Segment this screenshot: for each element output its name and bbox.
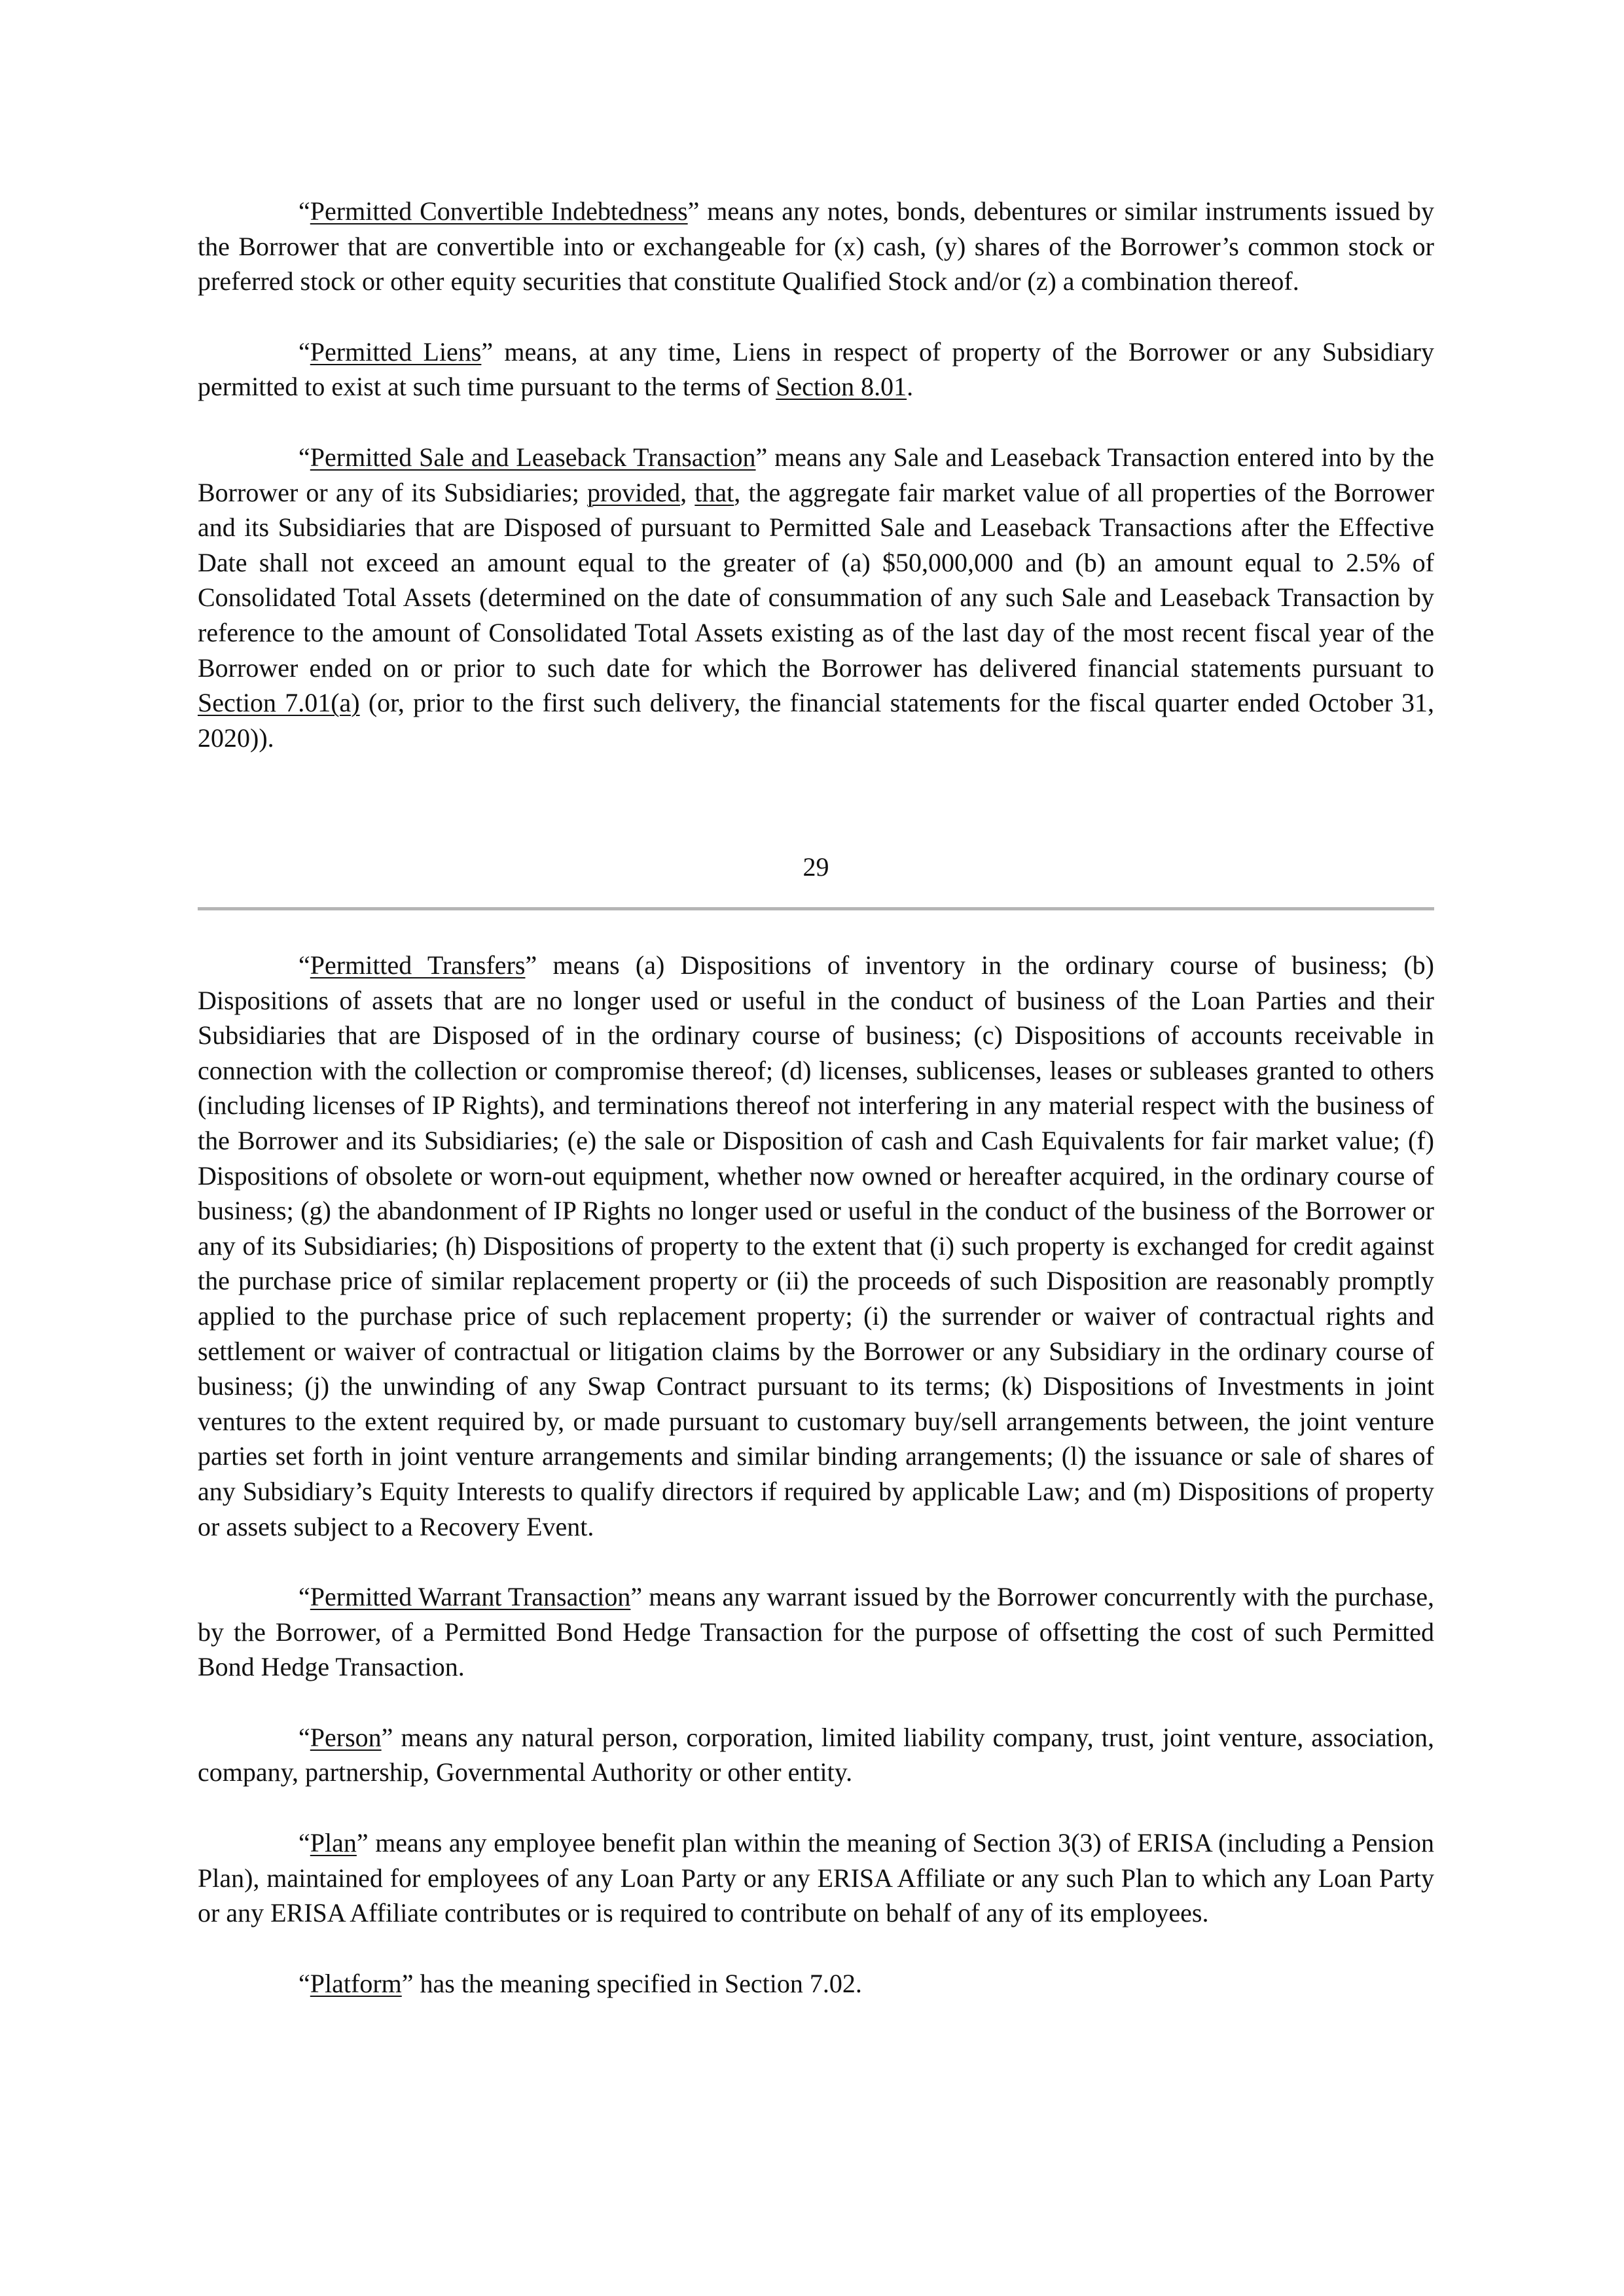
section-reference: Section 7.01(a) — [198, 688, 360, 718]
open-quote: “ — [298, 442, 310, 472]
defined-term: Permitted Warrant Transaction — [310, 1582, 631, 1612]
page-break-divider — [198, 907, 1434, 910]
defined-term: Platform — [310, 1968, 402, 1998]
that-keyword: that — [695, 477, 734, 507]
definition-text: ” means any natural person, corporation, limited liability company, trust, joint venture, association, company, partnership, Governmental Authority or other entity. — [198, 1722, 1434, 1787]
page-29-body — [198, 194, 1434, 791]
definition-permitted-transfers — [198, 948, 1434, 1544]
defined-term: Permitted Convertible Indebtedness — [310, 196, 688, 226]
definition-permitted-warrant-transaction — [198, 1579, 1434, 1685]
definition-text-end: (or, prior to the first such delivery, the financial statements for the fiscal quarter ended October 31, 2020)). — [198, 688, 1435, 753]
definition-person — [198, 1720, 1434, 1790]
open-quote: “ — [298, 1828, 310, 1858]
open-quote: “ — [298, 1722, 310, 1752]
page-number: 29 — [803, 852, 829, 882]
definition-platform — [198, 1966, 1434, 2001]
definition-permitted-liens — [198, 334, 1434, 404]
defined-term: Permitted Transfers — [310, 950, 526, 980]
definition-text: ” means any Sale and Leaseback Transaction entered into by the Borrower or any of its Subsidiaries; — [198, 442, 1434, 507]
open-quote: “ — [298, 950, 310, 980]
page-30-body — [198, 948, 1434, 2036]
open-quote: “ — [298, 336, 310, 367]
definition-permitted-convertible-indebtedness — [198, 194, 1434, 299]
defined-term: Person — [310, 1722, 382, 1752]
open-quote: “ — [298, 196, 310, 226]
definition-text: ” means (a) Dispositions of inventory in the ordinary course of business; (b) Dispositions of assets that are no longer used or useful in the conduct of business of the Loan Parties and their Subsidiaries that are Disposed of in the ordinary course of business; (c) Dispositions of accounts receivable in connection with the collection or compromise thereof; (d) licenses, sublicenses, leases or subleases granted to others (including licenses of IP Rights), and terminations thereof not interfering in any material respect with the business of the Borrower and its Subsidiaries; (e) the sale or Disposition of cash and Cash Equivalents for fair market value; (f) Dispositions of obsolete or worn-out equipment, whether now owned or hereafter acquired, in the ordinary course of business; (g) the abandonment of IP Rights no longer used or useful in the conduct of the business of the Borrower or any of its Subsidiaries; (h) Dispositions of property to the extent that (i) such property is exchanged for credit against the purchase price of similar replacement property or (ii) the proceeds of such Disposition are reasonably promptly applied to the purchase price of such replacement property; (i) the surrender or waiver of contractual rights and settlement or waiver of contractual or litigation claims by the Borrower or any Subsidiary in the ordinary course of business; (j) the unwinding of any Swap Contract pursuant to its terms; (k) Dispositions of Investments in joint ventures to the extent required by, or made pursuant to customary buy/sell arrangements between, the joint venture parties set forth in joint venture arrangements and similar binding arrangements; (l) the issuance or sale of shares of any Subsidiary’s Equity Interests to qualify directors if required by applicable Law; and (m) Dispositions of property or assets subject to a Recovery Event. — [198, 950, 1434, 1541]
defined-term: Permitted Sale and Leaseback Transaction — [310, 442, 756, 472]
definition-text: ” means any employee benefit plan within the meaning of Section 3(3) of ERISA (including a Pension Plan), maintained for employees of any Loan Party or any ERISA Affiliate or any such Plan to which any Loan Party or any ERISA Affiliate contributes or is required to contribute on behalf of any of its employees. — [198, 1828, 1434, 1928]
definition-text-continued: , the aggregate fair market value of all properties of the Borrower and its Subsidiaries that are Disposed of pursuant to Permitted Sale and Leaseback Transactions after the Effective Date shall not exceed an amount equal to the greater of (a) $50,000,000 and (b) an amount equal to 2.5% of Consolidated Total Assets (determined on the date of consummation of any such Sale and Leaseback Transaction by reference to the amount of Consolidated Total Assets existing as of the last day of the most recent fiscal year of the Borrower ended on or prior to such date for which the Borrower has delivered financial statements pursuant to — [198, 477, 1434, 683]
definition-text: ” has the meaning specified in Section 7.02. — [401, 1968, 862, 1998]
definition-text: ” means any warrant issued by the Borrower concurrently with the purchase, by the Borrower, of a Permitted Bond Hedge Transaction for the purpose of offsetting the cost of such Permitted Bond Hedge Transaction. — [198, 1582, 1435, 1682]
open-quote: “ — [298, 1968, 310, 1998]
defined-term: Plan — [310, 1828, 357, 1858]
section-reference: Section 8.01 — [776, 372, 907, 402]
definition-plan — [198, 1825, 1434, 1931]
definition-text: ” means any notes, bonds, debentures or similar instruments issued by the Borrower that are convertible into or exchangeable for (x) cash, (y) shares of the Borrower’s common stock or preferred stock or other equity securities that constitute Qualified Stock and/or (z) a combination thereof. — [198, 196, 1435, 296]
defined-term: Permitted Liens — [310, 336, 482, 367]
definition-permitted-sale-and-leaseback-transaction — [198, 440, 1434, 755]
definition-text-end: . — [907, 372, 914, 402]
provided-keyword: provided — [586, 477, 681, 507]
comma: , — [680, 477, 695, 507]
open-quote: “ — [298, 1582, 310, 1612]
definition-text: ” means, at any time, Liens in respect of property of the Borrower or any Subsidiary permitted to exist at such time pursuant to the terms of — [198, 336, 1434, 402]
